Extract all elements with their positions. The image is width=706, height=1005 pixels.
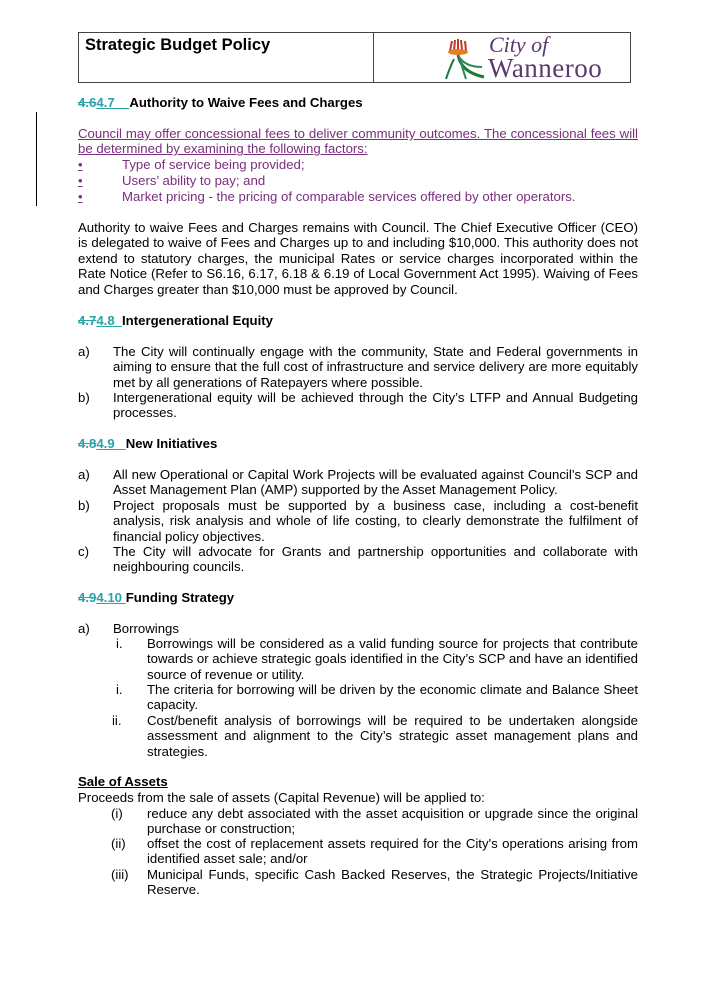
logo-city-text: City of — [489, 32, 549, 57]
section-number-deleted: 4.8 — [78, 436, 97, 451]
bullet-text: Market pricing - the pricing of comparable services offered by other operators. — [122, 189, 576, 204]
section-number-deleted: 4.7 — [78, 313, 97, 328]
section-title: Intergenerational Equity — [122, 313, 273, 328]
section-number-deleted: 4.6 — [78, 95, 97, 110]
list-text: Project proposals must be supported by a business case, including a cost-benefit analysis, risk analysis and whole of life costing, to clearly demonstrate the fulfilment of financial policy objectives. — [113, 498, 638, 544]
sub-list-item — [78, 713, 638, 759]
sub-list-label: i. — [116, 682, 123, 697]
bullet-text: Type of service being provided; — [122, 157, 305, 172]
list-label: c) — [78, 544, 89, 559]
section-number-inserted: 4.9 — [96, 436, 115, 451]
list-text: All new Operational or Capital Work Projects will be evaluated against Council’s SCP and Asset Management Plan (AMP) supported by the Asset Management Policy. — [113, 467, 638, 498]
sub-list-text: Borrowings will be considered as a valid funding source for projects that contribute towards or achieve strategic goals identified in the City’s SCP and have an identified source of revenue or utility. — [147, 636, 638, 682]
change-bar — [36, 112, 37, 206]
section-heading — [78, 436, 638, 451]
list-label: (iii) — [111, 867, 129, 882]
bullet-item — [78, 157, 638, 172]
bullet-item — [78, 173, 638, 188]
logo-wanneroo-text: Wanneroo — [488, 53, 603, 83]
body-paragraph: Authority to waive Fees and Charges remains with Council. The Chief Executive Officer (CEO) is delegated to waive of Fees and Charges up to and including $10,000. This authority does not extend to statutory charges, the municipal Rates or service charges incorporated within the Rate Notice (Refer to S6.16, 6.17, 6.18 & 6.19 of Local Government Act 1995). Waiving of Fees and Charges greater than $10,000 must be approved by Council. — [78, 220, 638, 297]
sub-list-item — [78, 682, 638, 713]
list-text: Intergenerational equity will be achieved through the City’s LTFP and Annual Budgeting processes. — [113, 390, 638, 421]
list-label: b) — [78, 498, 90, 513]
section-title: New Initiatives — [125, 436, 218, 451]
list-label: (i) — [111, 806, 123, 821]
list-label: (ii) — [111, 836, 126, 851]
section-number-inserted: 4.10 — [96, 590, 123, 605]
list-text: Municipal Funds, specific Cash Backed Reserves, the Strategic Projects/Initiative Reserve. — [147, 867, 638, 898]
list-text: The City will continually engage with the community, State and Federal governments in aiming to ensure that the full cost of infrastructure and service delivery are more equitably met by all generations of Ratepayers where possible. — [113, 344, 638, 390]
header-title-cell — [79, 33, 374, 82]
bullet-mark: • — [78, 173, 83, 188]
bullet-item — [78, 189, 638, 204]
list-text: reduce any debt associated with the asset acquisition or upgrade since the original purchase or construction; — [147, 806, 638, 837]
bullet-text: Users’ ability to pay; and — [122, 173, 266, 188]
section-title: Funding Strategy — [125, 590, 235, 605]
banksia-logo-icon — [444, 37, 488, 81]
list-item — [78, 467, 638, 498]
sub-list-text: Cost/benefit analysis of borrowings will be required to be undertaken alongside assessment and alignment to the City’s strategic asset management plans and strategies. — [147, 713, 638, 759]
bullet-mark: • — [78, 189, 83, 204]
list-item — [78, 498, 638, 544]
sub-list-item — [78, 636, 638, 682]
list-item — [78, 867, 638, 898]
list-label: a) — [78, 467, 90, 482]
intro-paragraph: Proceeds from the sale of assets (Capital Revenue) will be applied to: — [78, 790, 485, 805]
list-item — [78, 806, 638, 837]
section-number-deleted: 4.9 — [78, 590, 97, 605]
list-label: b) — [78, 390, 90, 405]
section-heading — [78, 313, 638, 328]
list-label: a) — [78, 621, 90, 636]
tracked-paragraph: Council may offer concessional fees to deliver community outcomes. The concessional fees will be determined by examining the following factors: — [78, 126, 638, 157]
header-table — [78, 32, 631, 83]
list-item — [78, 344, 638, 390]
sub-list-label: i. — [116, 636, 123, 651]
list-item — [78, 621, 638, 636]
section-heading — [78, 95, 638, 110]
subheading — [78, 774, 638, 789]
list-item — [78, 836, 638, 867]
bullet-mark: • — [78, 157, 83, 172]
section-title: Authority to Waive Fees and Charges — [129, 95, 363, 110]
list-text: offset the cost of replacement assets required for the City's operations arising from identified asset sale; and/or — [147, 836, 638, 867]
list-text: Borrowings — [113, 621, 179, 636]
section-number-inserted: 4.7 — [96, 95, 115, 110]
sub-list-label: ii. — [112, 713, 122, 728]
subheading-text: Sale of Assets — [78, 774, 168, 789]
list-item — [78, 544, 638, 575]
section-heading — [78, 590, 638, 605]
section-number-inserted: 4.8 — [96, 313, 115, 328]
list-text: The City will advocate for Grants and partnership opportunities and collaborate with neighbouring councils. — [113, 544, 638, 575]
header-logo-cell — [374, 33, 630, 82]
list-label: a) — [78, 344, 90, 359]
page-title: Strategic Budget Policy — [85, 36, 271, 54]
list-item — [78, 390, 638, 421]
sub-list-text: The criteria for borrowing will be driven by the economic climate and Balance Sheet capacity. — [147, 682, 638, 713]
